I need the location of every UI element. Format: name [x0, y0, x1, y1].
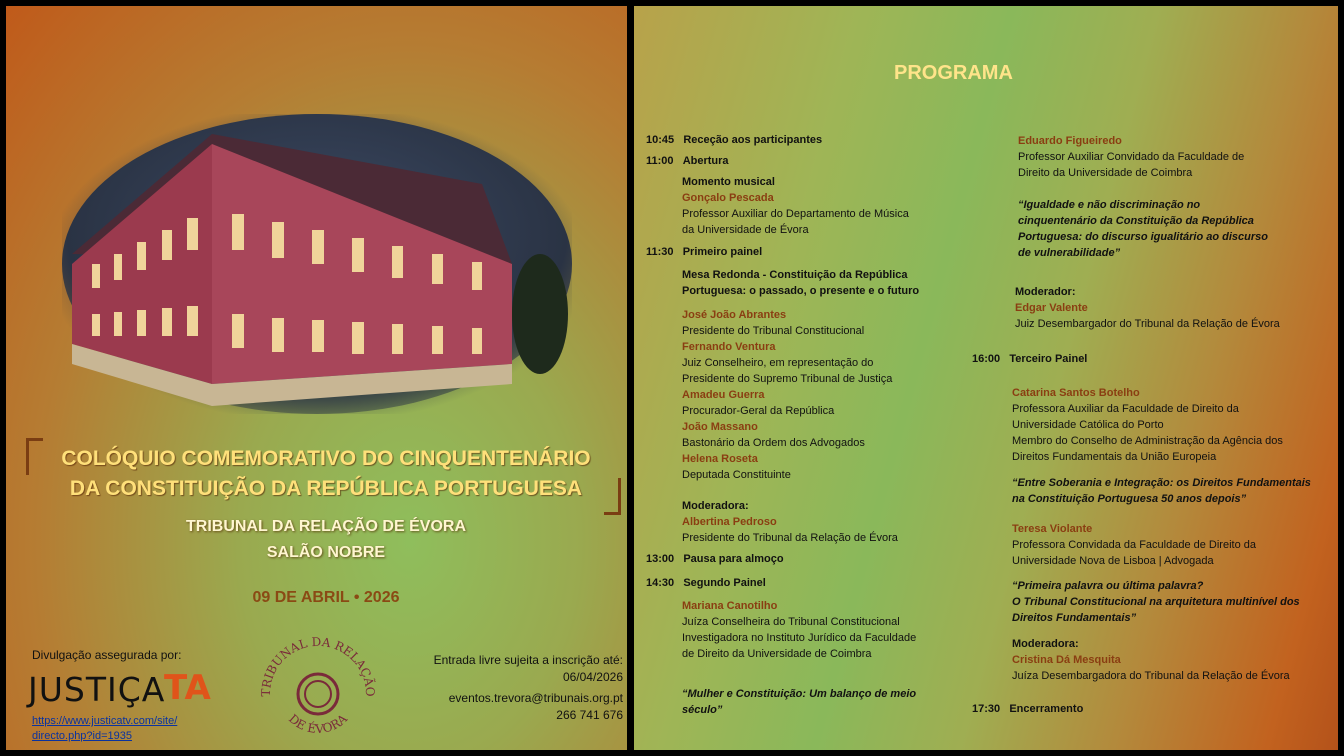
schedule-item	[646, 132, 822, 148]
talk-title: cinquentenário da Constituição da República	[1018, 215, 1254, 227]
speaker-role: Juíza Desembargadora do Tribunal da Relação de Évora	[1012, 670, 1290, 682]
venue-name: TRIBUNAL DA RELAÇÃO DE ÉVORA	[185, 518, 466, 535]
speaker-name: Catarina Santos Botelho	[1012, 387, 1140, 399]
time: 16:00	[972, 353, 1001, 365]
speaker-name: Helena Roseta	[682, 453, 758, 465]
time: 10:45	[646, 134, 675, 146]
speaker-role: Presidente do Supremo Tribunal de Justiça	[682, 373, 893, 385]
registration-note: Entrada livre sujeita a inscrição até:	[433, 653, 623, 667]
speaker-role: Juíza Conselheira do Tribunal Constitucional	[682, 616, 900, 628]
justicatv-logo: JUSTIÇA	[28, 670, 166, 709]
speaker-role: Professora Convidada da Faculdade de Direito da	[1012, 539, 1256, 551]
speaker-role: Investigadora no Instituto Jurídico da Faculdade	[682, 632, 917, 644]
stream-link[interactable]	[32, 714, 222, 744]
speaker-role: Professora Auxiliar da Faculdade de Direito da	[1012, 403, 1239, 415]
speaker-role: Professor Auxiliar Convidado da Faculdade de	[1018, 151, 1245, 163]
moderator-heading: Moderadora:	[1012, 638, 1079, 650]
panel-topic: Mesa Redonda - Constituição da República	[682, 269, 908, 281]
item-title: Terceiro Painel	[1009, 353, 1088, 365]
time: 17:30	[972, 703, 1001, 715]
building-illustration	[62, 114, 572, 414]
contact-phone: 266 741 676	[556, 708, 623, 722]
talk-title: O Tribunal Constitucional na arquitetura multinível dos	[1012, 596, 1300, 608]
speaker-role: Presidente do Tribunal Constitucional	[682, 325, 865, 337]
talk-title: “Mulher e Constituição: Um balanço de meio	[682, 688, 917, 700]
left-panel	[6, 6, 627, 750]
item-title: Encerramento	[1009, 703, 1084, 715]
speaker-name: Eduardo Figueiredo	[1018, 135, 1122, 147]
schedule-item	[972, 351, 1087, 367]
speaker-role: Direitos Fundamentais da União Europeia	[1012, 451, 1217, 463]
talk-title: de vulnerabilidade”	[1018, 247, 1121, 259]
item-title: Pausa para almoço	[683, 553, 784, 565]
speaker-role: Direito da Universidade de Coimbra	[1018, 167, 1193, 179]
speaker-name: João Massano	[682, 421, 758, 433]
time: 11:30	[646, 246, 674, 258]
schedule-item	[972, 701, 1083, 717]
speaker-role: Bastonário da Ordem dos Advogados	[682, 437, 865, 449]
contact-email[interactable]: eventos.trevora@tribunais.org.pt	[448, 691, 623, 705]
seal-text-top: TRIBUNAL DA RELAÇÃO	[258, 634, 378, 697]
item-title: Abertura	[682, 155, 729, 167]
speaker-role: Presidente do Tribunal da Relação de Évora	[682, 532, 898, 544]
schedule-item	[646, 575, 766, 591]
event-date: 09 DE ABRIL • 2026	[252, 589, 400, 606]
item-title: Receção aos participantes	[683, 134, 823, 146]
time: 14:30	[646, 577, 675, 589]
talk-title: Portuguesa: do discurso igualitário ao discurso	[1018, 231, 1268, 243]
speaker-role: de Direito da Universidade de Coimbra	[682, 648, 872, 660]
speaker-name: Teresa Violante	[1012, 523, 1093, 535]
moderator-heading: Moderador:	[1015, 286, 1076, 298]
venue-room: SALÃO NOBRE	[266, 544, 386, 561]
speaker-role: Juiz Desembargador do Tribunal da Relação de Évora	[1015, 318, 1280, 330]
justicatv-logo-suffix: TA	[164, 668, 211, 708]
speaker-role: Professor Auxiliar do Departamento de Música	[682, 208, 909, 220]
speaker-name: Mariana Canotilho	[682, 600, 778, 612]
event-title-line2: DA CONSTITUIÇÃO DA REPÚBLICA PORTUGUESA	[69, 477, 583, 500]
speaker-name: Amadeu Guerra	[682, 389, 765, 401]
moderator-heading: Moderadora:	[682, 500, 749, 512]
schedule-item	[646, 551, 784, 567]
speaker-role: da Universidade de Évora	[682, 224, 809, 236]
registration-deadline: 06/04/2026	[562, 670, 623, 684]
speaker-role: Universidade Nova de Lisboa | Advogada	[1012, 555, 1214, 567]
speaker-name: Cristina Dá Mesquita	[1012, 654, 1121, 666]
talk-title: século”	[682, 704, 723, 716]
broadcast-credit: Divulgação assegurada por:	[32, 648, 182, 662]
event-title	[26, 444, 626, 504]
item-title: Segundo Painel	[683, 577, 766, 589]
talk-title: na Constituição Portuguesa 50 anos depois”	[1012, 493, 1247, 505]
speaker-name: Fernando Ventura	[682, 341, 776, 353]
item-title: Primeiro painel	[682, 246, 763, 258]
talk-title: “Primeira palavra ou última palavra?	[1012, 580, 1204, 592]
court-seal-logo	[256, 628, 380, 750]
program-title: PROGRAMA	[894, 62, 1013, 84]
panel-topic: Portuguesa: o passado, o presente e o futuro	[682, 285, 920, 297]
seal-text-bottom: DE ÉVORA	[285, 711, 351, 737]
talk-title: Direitos Fundamentais”	[1012, 612, 1137, 624]
building-photo	[62, 114, 572, 414]
time: 11:00	[646, 155, 674, 167]
program-panel	[634, 6, 1338, 750]
speaker-role: Procurador-Geral da República	[682, 405, 835, 417]
schedule-item	[646, 153, 729, 169]
schedule-item	[646, 244, 762, 260]
speaker-name: Albertina Pedroso	[682, 516, 777, 528]
contact-info	[406, 690, 623, 724]
talk-title: “Igualdade e não discriminação no	[1018, 199, 1201, 211]
musical-heading: Momento musical	[682, 176, 775, 188]
speaker-role: Universidade Católica do Porto	[1012, 419, 1164, 431]
speaker-role: Juiz Conselheiro, em representação do	[682, 357, 874, 369]
stream-link-line2[interactable]: directo.php?id=1935	[32, 730, 132, 742]
speaker-name: José João Abrantes	[682, 309, 787, 321]
speaker-role: Membro do Conselho de Administração da Agência dos	[1012, 435, 1283, 447]
event-title-line1: COLÓQUIO COMEMORATIVO DO CINQUENTENÁRIO	[61, 447, 591, 470]
time: 13:00	[646, 553, 675, 565]
talk-title: “Entre Soberania e Integração: os Direitos Fundamentais	[1012, 477, 1311, 489]
stream-link-line1[interactable]: https://www.justicatv.com/site/	[32, 715, 178, 727]
registration-info	[406, 652, 623, 686]
panel-divider	[629, 0, 632, 756]
svg-text:TRIBUNAL DA RELAÇÃO	[259, 635, 377, 697]
speaker-role: Deputada Constituinte	[682, 469, 791, 481]
speaker-name: Edgar Valente	[1015, 302, 1088, 314]
speaker-name: Gonçalo Pescada	[682, 192, 774, 204]
